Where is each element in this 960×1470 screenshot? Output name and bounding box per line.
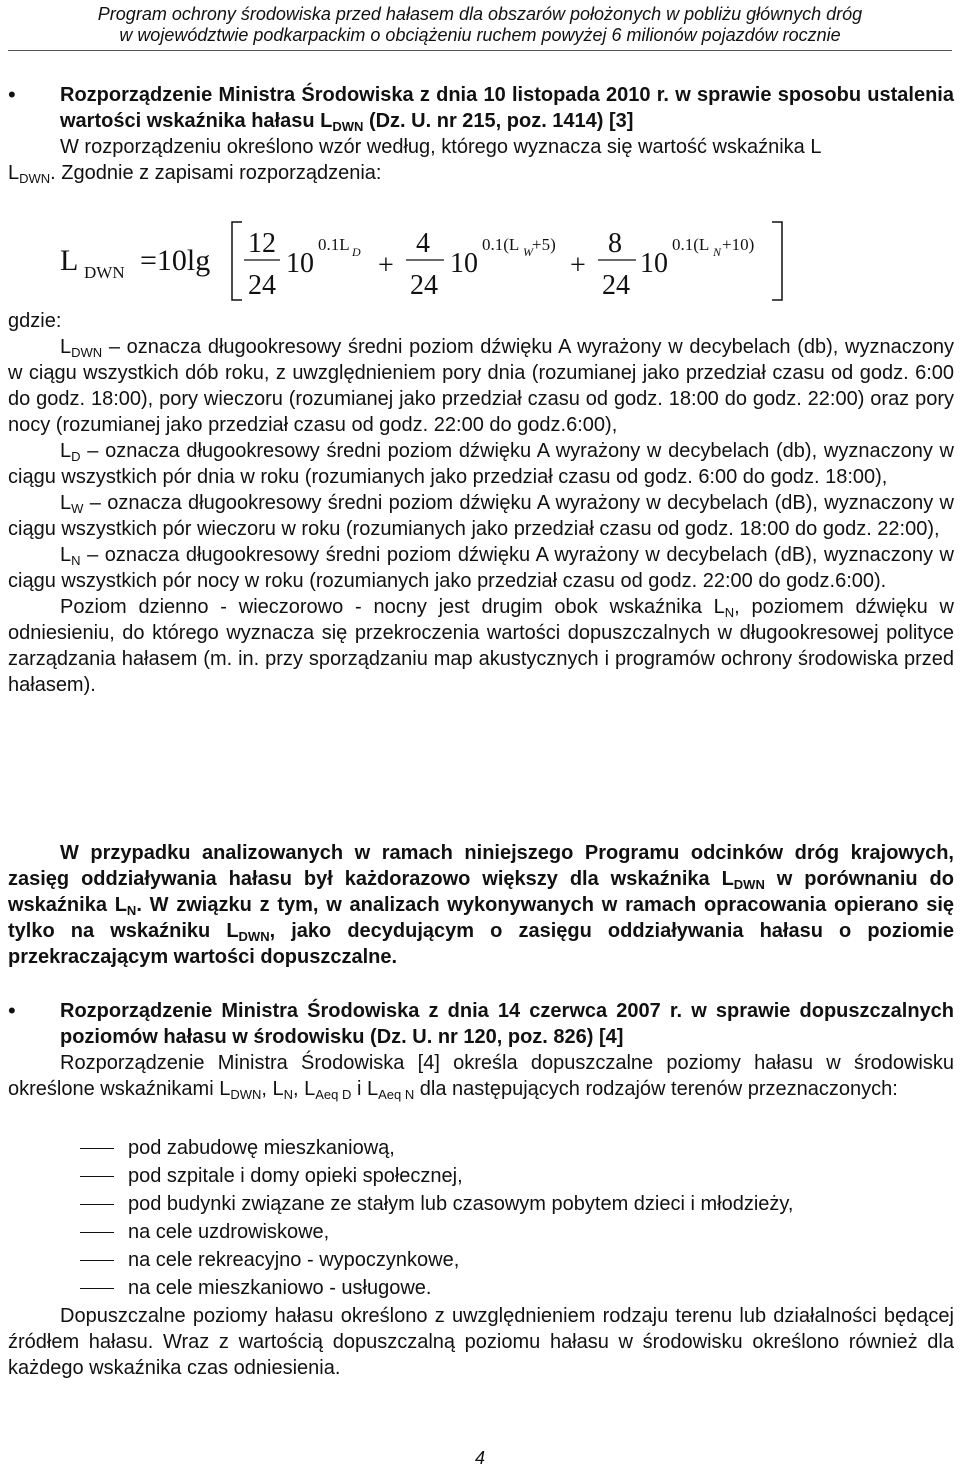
bullet-icon: • bbox=[8, 82, 16, 107]
term3-base: 10 bbox=[640, 248, 668, 279]
term1-base: 10 bbox=[286, 248, 314, 279]
term2-denominator: 24 bbox=[410, 270, 438, 301]
term3-exponent-sub: N bbox=[713, 245, 722, 259]
dash-icon bbox=[80, 1204, 114, 1205]
term1-numerator: 12 bbox=[248, 228, 276, 259]
header-line-1: Program ochrony środowiska przed hałasem dla obszarów położonych w pobliżu głównych dróg bbox=[97, 4, 863, 24]
term1-denominator: 24 bbox=[248, 270, 276, 301]
definitions bbox=[8, 308, 954, 698]
list-item: pod zabudowę mieszkaniową, bbox=[80, 1135, 395, 1161]
formula-lhs-sub: DWN bbox=[84, 263, 125, 282]
dash-icon bbox=[80, 1288, 114, 1289]
def-ld: $L_D$ – oznacza długookresowy średni poziom dźwięku A wyrażony w decybelach (db), wyznaczony w ciągu wszystkich pór dnia w roku (rozumianych jako przedział czasu od godz. 6:00 do godz. 18:00), bbox=[8, 440, 954, 488]
page-number: 4 bbox=[474, 1448, 485, 1468]
bracket-left bbox=[232, 222, 242, 300]
term3-exponent: 0.1(L bbox=[672, 235, 710, 254]
formula-eq: =10lg bbox=[140, 244, 211, 277]
plus-1: + bbox=[378, 250, 394, 281]
ldwn-formula bbox=[60, 218, 800, 308]
term2-base: 10 bbox=[450, 248, 478, 279]
section-2-intro: Rozporządzenie Ministra Środowiska [4] określa dopuszczalne poziomy hałasu w środowisku określone wskaźnikami $L_{DWN}$, $L_N$, $L_{Aeq D}$ i $L_{Aeq N}$ dla następujących rodzajów terenów przeznaczonych: bbox=[8, 1052, 954, 1102]
section-1 bbox=[8, 82, 954, 160]
list-item: na cele rekreacyjno - wypoczynkowe, bbox=[80, 1247, 459, 1273]
term1-exponent-sub: D bbox=[352, 245, 361, 259]
term2-exponent-tail: +5) bbox=[532, 235, 556, 254]
gdzie-label: gdzie: bbox=[8, 310, 62, 332]
def-lw: $L_W$ – oznacza długookresowy średni poziom dźwięku A wyrażony w decybelach (dB), wyznaczony w ciągu wszystkich pór wieczoru w roku (rozumianych jako przedział czasu od godz. 18:00 do godz. 22:00), bbox=[8, 492, 954, 540]
section-2-title: Rozporządzenie Ministra Środowiska z dnia 14 czerwca 2007 r. w sprawie dopuszczalnych poziomów hałasu w środowisku (Dz. U. nr 120, poz. 826) [4] bbox=[60, 1000, 954, 1048]
page-header bbox=[0, 0, 960, 46]
section-2-closing: Dopuszczalne poziomy hałasu określono z uwzględnieniem rodzaju terenu lub działalności będącej źródłem hałasu. Wraz z wartością dopuszczalną poziomu hałasu w środowisku określono również dla każdego wskaźnika czas odniesienia. bbox=[8, 1305, 954, 1379]
term3-numerator: 8 bbox=[608, 228, 622, 259]
section-2 bbox=[8, 998, 954, 1102]
def-ln: $L_N$ – oznacza długookresowy średni poziom dźwięku A wyrażony w decybelach (dB), wyznaczony w ciągu wszystkich pór nocy w roku (rozumianych jako przedział czasu od godz. 22:00 do godz.6:00). bbox=[8, 544, 954, 592]
term2-exponent-sub: W bbox=[523, 245, 533, 259]
section-1-title: Rozporządzenie Ministra Środowiska z dnia 10 listopada 2010 r. w sprawie sposobu ustalenia wartości wskaźnika hałasu $L_{DWN}$ (Dz. U. nr 215, poz. 1414) [3] bbox=[60, 84, 954, 134]
bracket-right bbox=[772, 222, 782, 300]
dash-icon bbox=[80, 1232, 114, 1233]
list-item: na cele uzdrowiskowe, bbox=[80, 1219, 329, 1245]
list-item: pod szpitale i domy opieki społecznej, bbox=[80, 1163, 463, 1189]
def-ldwn: $L_{DWN}$ – oznacza długookresowy średni poziom dźwięku A wyrażony w decybelach (db), wyznaczony w ciągu wszystkich dób roku, z uwzględnieniem pory dnia (rozumianej jako przedział czasu od godz. 6:00 do godz. 18:00), pory wieczoru (rozumianej jako przedział czasu od godz. 18:00 do godz. 22:00) oraz pory nocy (rozumianej jako przedział czasu od godz. 22:00 do godz.6:00), bbox=[8, 336, 954, 436]
bold-paragraph: W przypadku analizowanych w ramach niniejszego Programu odcinków dróg krajowych, zasięg oddziaływania hałasu był każdorazowo większy dla wskaźnika $L_{DWN}$ w porównaniu do wskaźnika $L_N$. W związku z tym, w analizach wykonywanych w ramach opracowania opierano się tylko na wskaźniku $L_{DWN}$, jako decydującym o zasięgu oddziaływania hałasu o poziomie przekraczającym wartości dopuszczalne. bbox=[8, 842, 954, 968]
dash-icon bbox=[80, 1260, 114, 1261]
list-item: na cele mieszkaniowo - usługowe. bbox=[80, 1275, 432, 1301]
term2-exponent: 0.1(L bbox=[482, 235, 520, 254]
header-line-2: w województwie podkarpackim o obciążeniu ruchem powyżej 6 milionów pojazdów rocznie bbox=[119, 25, 841, 45]
term2-numerator: 4 bbox=[416, 228, 430, 259]
term1-exponent: 0.1L bbox=[318, 235, 350, 254]
header-divider bbox=[8, 50, 952, 51]
formula-lhs: L bbox=[60, 244, 79, 277]
dash-icon bbox=[80, 1148, 114, 1149]
plus-2: + bbox=[570, 250, 586, 281]
dash-icon bbox=[80, 1176, 114, 1177]
section-1-intro-cont: $L_{DWN}$. Zgodnie z zapisami rozporządzenia: bbox=[8, 162, 382, 186]
term3-denominator: 24 bbox=[602, 270, 630, 301]
term3-exponent-tail: +10) bbox=[722, 235, 755, 254]
section-1-intro: W rozporządzeniu określono wzór według, którego wyznacza się wartość wskaźnika L bbox=[60, 136, 822, 158]
bullet-icon: • bbox=[8, 998, 16, 1023]
list-item: pod budynki związane ze stałym lub czasowym pobytem dzieci i młodzieży, bbox=[80, 1191, 793, 1217]
para-poziom: Poziom dzienno - wieczorowo - nocny jest drugim obok wskaźnika $L_N$, poziomem dźwięku w odniesieniu, do którego wyznacza się przekroczenia wartości dopuszczalnych w długookresowej polityce zarządzania hałasem (m. in. przy sporządzaniu map akustycznych i programów ochrony środowiska przed hałasem). bbox=[8, 596, 954, 696]
